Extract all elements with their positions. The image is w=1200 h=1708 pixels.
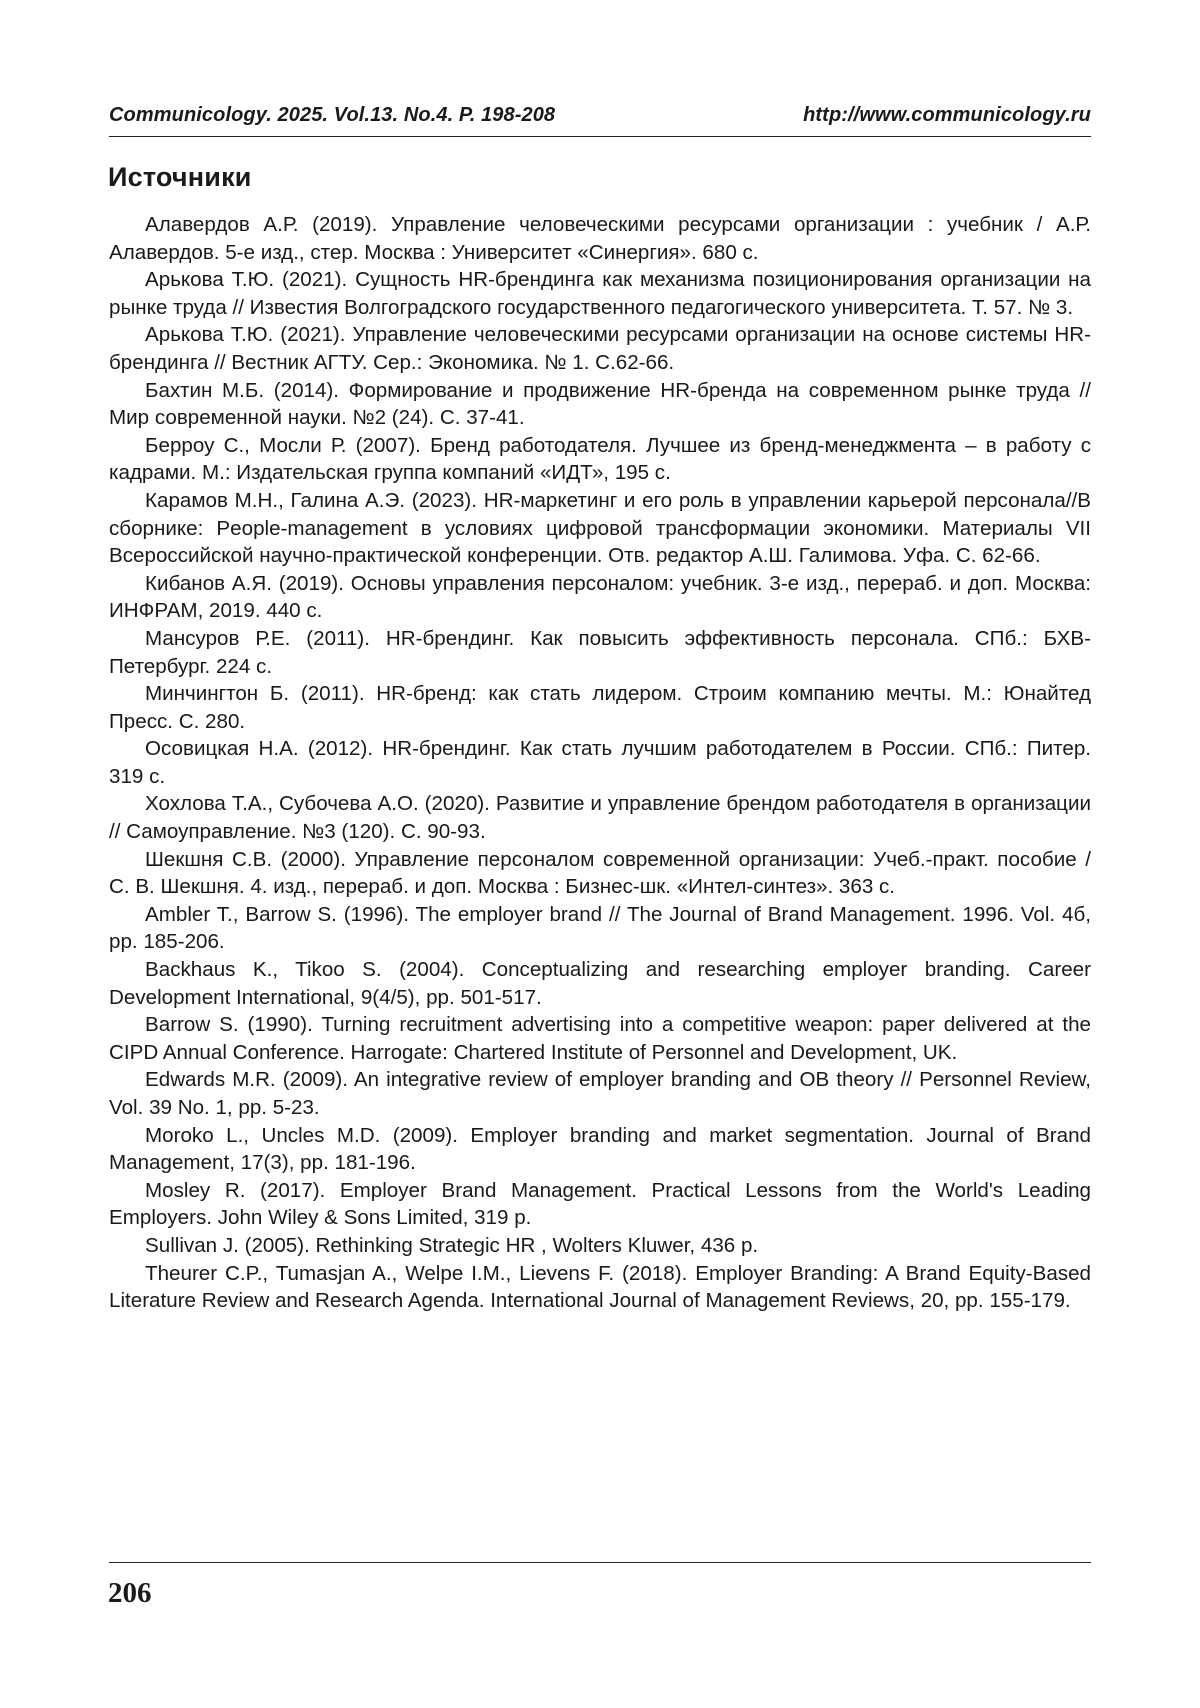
running-header	[109, 104, 1091, 137]
reference-item: Ambler T., Barrow S. (1996). The employer brand // The Journal of Brand Management. 1996. Vol. 4б, pp. 185-206.	[109, 902, 1091, 954]
reference-item: Минчингтон Б. (2011). HR-бренд: как стать лидером. Строим компанию мечты. М.: Юнайтед Пресс. С. 280.	[109, 682, 1091, 733]
journal-citation: Communicology. 2025. Vol.13. No.4. P. 198-208	[109, 104, 556, 126]
reference-list	[109, 211, 1091, 1315]
reference-item: Осовицкая Н.А. (2012). HR-брендинг. Как стать лучшим работодателем в России. СПб.: Питер. 319 с.	[109, 737, 1091, 788]
reference-item: Хохлова Т.А., Субочева А.О. (2020). Развитие и управление брендом работодателя в организации // Самоуправление. №3 (120). С. 90-93.	[109, 792, 1091, 844]
reference-item: Берроу С., Мосли Р. (2007). Бренд работодателя. Лучшее из бренд-менеджмента – в работу с кадрами. М.: Издательская группа компаний «ИДТ», 195 с.	[109, 433, 1091, 485]
reference-item: Backhaus K., Tikoo S. (2004). Conceptualizing and researching employer branding. Career Development International, 9(4/5), pp. 501-517.	[109, 958, 1091, 1009]
reference-item: Mosley R. (2017). Employer Brand Management. Practical Lessons from the World's Leading Employers. John Wiley & Sons Limited, 319 p.	[109, 1178, 1091, 1230]
section-title: Источники	[108, 162, 252, 192]
reference-item: Edwards M.R. (2009). An integrative review of employer branding and OB theory // Personnel Review, Vol. 39 No. 1, pp. 5-23.	[109, 1068, 1091, 1119]
reference-item: Sullivan J. (2005). Rethinking Strategic HR , Wolters Kluwer, 436 p.	[145, 1233, 759, 1257]
reference-item: Арькова Т.Ю. (2021). Управление человеческими ресурсами организации на основе системы HR-брендинга // Вестник АГТУ. Сер.: Экономика. № 1. С.62-66.	[109, 323, 1091, 374]
footer-divider	[109, 1562, 1091, 1563]
reference-item: Арькова Т.Ю. (2021). Сущность HR-брендинга как механизма позиционирования организации на рынке труда // Известия Волгоградского государственного педагогического университета. Т. 57. № 3.	[109, 268, 1091, 319]
reference-item: Шекшня С.В. (2000). Управление персоналом современной организации: Учеб.-практ. пособие / С. В. Шекшня. 4. изд., перераб. и доп. Москва : Бизнес-шк. «Интел-синтез». 363 с.	[109, 847, 1091, 899]
reference-item: Бахтин М.Б. (2014). Формирование и продвижение HR-бренда на современном рынке труда // Мир современной науки. №2 (24). С. 37-41.	[109, 378, 1091, 430]
reference-item: Кибанов А.Я. (2019). Основы управления персоналом: учебник. 3-е изд., перераб. и доп. Москва: ИНФРАМ, 2019. 440 с.	[109, 571, 1091, 623]
reference-item: Алавердов А.Р. (2019). Управление человеческими ресурсами организации : учебник / А.Р. Алавердов. 5-е изд., стер. Москва : Университет «Синергия». 680 с.	[109, 213, 1091, 264]
reference-item: Карамов М.Н., Галина А.Э. (2023). HR-маркетинг и его роль в управлении карьерой персонала//В сборнике: People-management в условиях цифровой трансформации экономики. Материалы VII Всероссийской научно-практической конференции. Отв. редактор А.Ш. Галимова. Уфа. С. 62-66.	[109, 488, 1091, 568]
journal-url[interactable]: http://www.communicology.ru	[803, 104, 1091, 126]
reference-item: Theurer C.P., Tumasjan A., Welpe I.M., Lievens F. (2018). Employer Branding: A Brand Equity-Based Literature Review and Research Agenda. International Journal of Management Reviews, 20, pp. 155-179.	[109, 1261, 1091, 1313]
reference-item: Moroko L., Uncles M.D. (2009). Employer branding and market segmentation. Journal of Brand Management, 17(3), pp. 181-196.	[109, 1123, 1091, 1175]
page-number: 206	[108, 1577, 152, 1609]
reference-item: Мансуров Р.Е. (2011). HR-брендинг. Как повысить эффективность персонала. СПб.: БХВ-Петербург. 224 с.	[109, 626, 1091, 678]
reference-item: Barrow S. (1990). Turning recruitment advertising into a competitive weapon: paper delivered at the CIPD Annual Conference. Harrogate: Chartered Institute of Personnel and Development, UK.	[109, 1013, 1091, 1064]
